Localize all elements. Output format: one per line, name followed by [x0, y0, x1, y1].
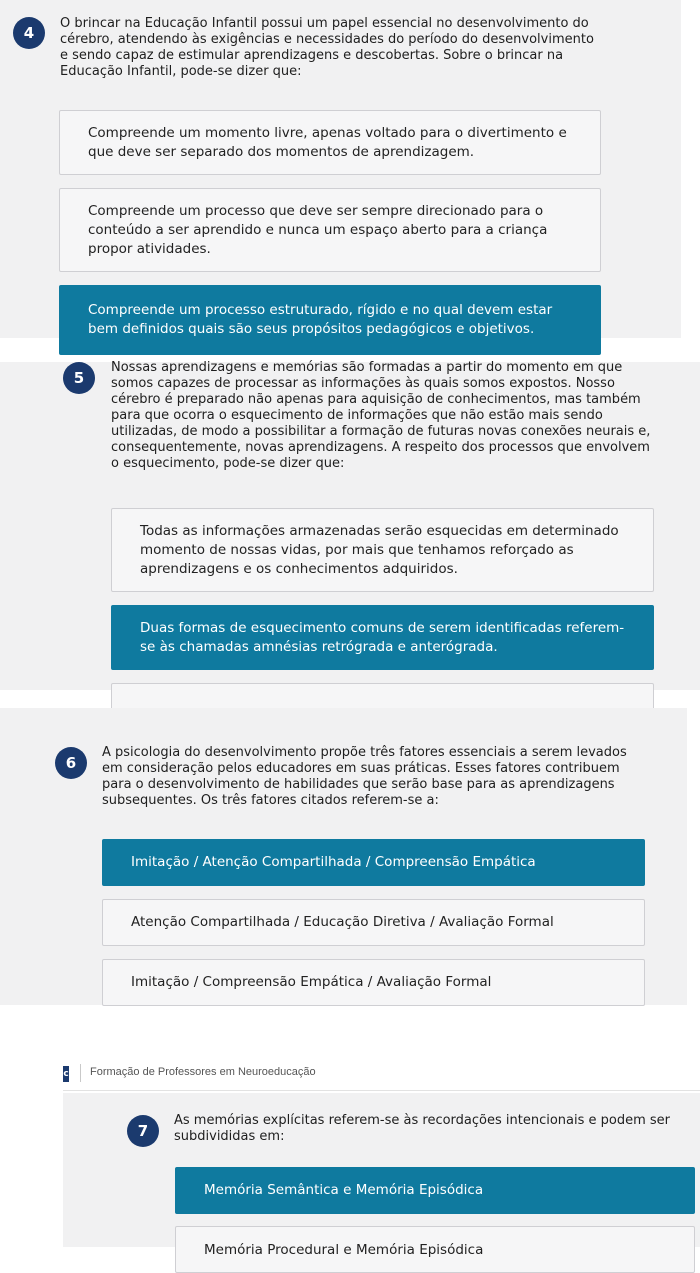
question-text: Nossas aprendizagens e memórias são formadas a partir do momento em que somos capazes de processar as informações às quais somos expostos. Nosso cérebro é preparado não apenas para aquisição de conhecimentos, mas também para que ocorra o esquecimento de informações que não estão mais sendo utilizadas, de modo a possibilitar a formação de futuras novas conexões neurais e, consequentemente, novas aprendizagens. A respeito dos processos que envolvem o esquecimento, pode-se dizer que: [111, 360, 651, 471]
answer-option-c[interactable]: Imitação / Compreensão Empática / Avaliação Formal [102, 959, 645, 1006]
answer-option-b[interactable]: Memória Procedural e Memória Episódica [175, 1226, 695, 1273]
header-bottom-border [63, 1090, 700, 1091]
question-number-badge: 7 [127, 1115, 159, 1147]
question-text: O brincar na Educação Infantil possui um papel essencial no desenvolvimento do cérebro, atendendo às exigências e necessidades do período do desenvolvimento e sendo capaz de estimular aprendizagens e descobertas. Sobre o brincar na Educação Infantil, pode-se dizer que: [60, 16, 594, 79]
question-6-panel [0, 708, 687, 1005]
answer-option-b[interactable]: Compreende um processo que deve ser sempre direcionado para o conteúdo a ser aprendido e nunca um espaço aberto para a criança propor atividades. [59, 188, 601, 272]
answer-option-b[interactable]: Atenção Compartilhada / Educação Diretiva / Avaliação Formal [102, 899, 645, 946]
question-text: As memórias explícitas referem-se às recordações intencionais e podem ser subdivididas em: [174, 1113, 671, 1144]
question-text: A psicologia do desenvolvimento propõe três fatores essenciais a serem levados em consideração pelos educadores em suas práticas. Esses fatores contribuem para o desenvolvimento de habilidades que serão base para as aprendizagens subsequentes. Os três fatores citados referem-se a: [102, 745, 627, 808]
answer-option-c-selected[interactable]: Compreende um processo estruturado, rígido e no qual devem estar bem definidos quais são seus propósitos pedagógicos e objetivos. [59, 285, 601, 355]
question-7-panel [63, 1093, 700, 1258]
answer-option-a[interactable]: Todas as informações armazenadas serão esquecidas em determinado momento de nossas vidas, por mais que tenhamos reforçado as aprendizagens e os conhecimentos adquiridos. [111, 508, 654, 592]
question-number-badge: 6 [55, 747, 87, 779]
answer-option-a[interactable]: Compreende um momento livre, apenas voltado para o divertimento e que deve ser separado dos momentos de aprendizagem. [59, 110, 601, 175]
header-divider [80, 1064, 81, 1082]
question-4-panel [0, 0, 681, 338]
answer-option-a-selected[interactable]: Memória Semântica e Memória Episódica [175, 1167, 695, 1214]
course-title: Formação de Professores em Neuroeducação [90, 1066, 316, 1078]
brand-logo[interactable]: c [63, 1066, 69, 1082]
answer-option-a-selected[interactable]: Imitação / Atenção Compartilhada / Compreensão Empática [102, 839, 645, 886]
question-number-badge: 5 [63, 362, 95, 394]
question-5-panel [0, 362, 700, 690]
question-number-badge: 4 [13, 17, 45, 49]
answer-option-b-selected[interactable]: Duas formas de esquecimento comuns de serem identificadas referem-se às chamadas amnésias retrógrada e anterógrada. [111, 605, 654, 670]
